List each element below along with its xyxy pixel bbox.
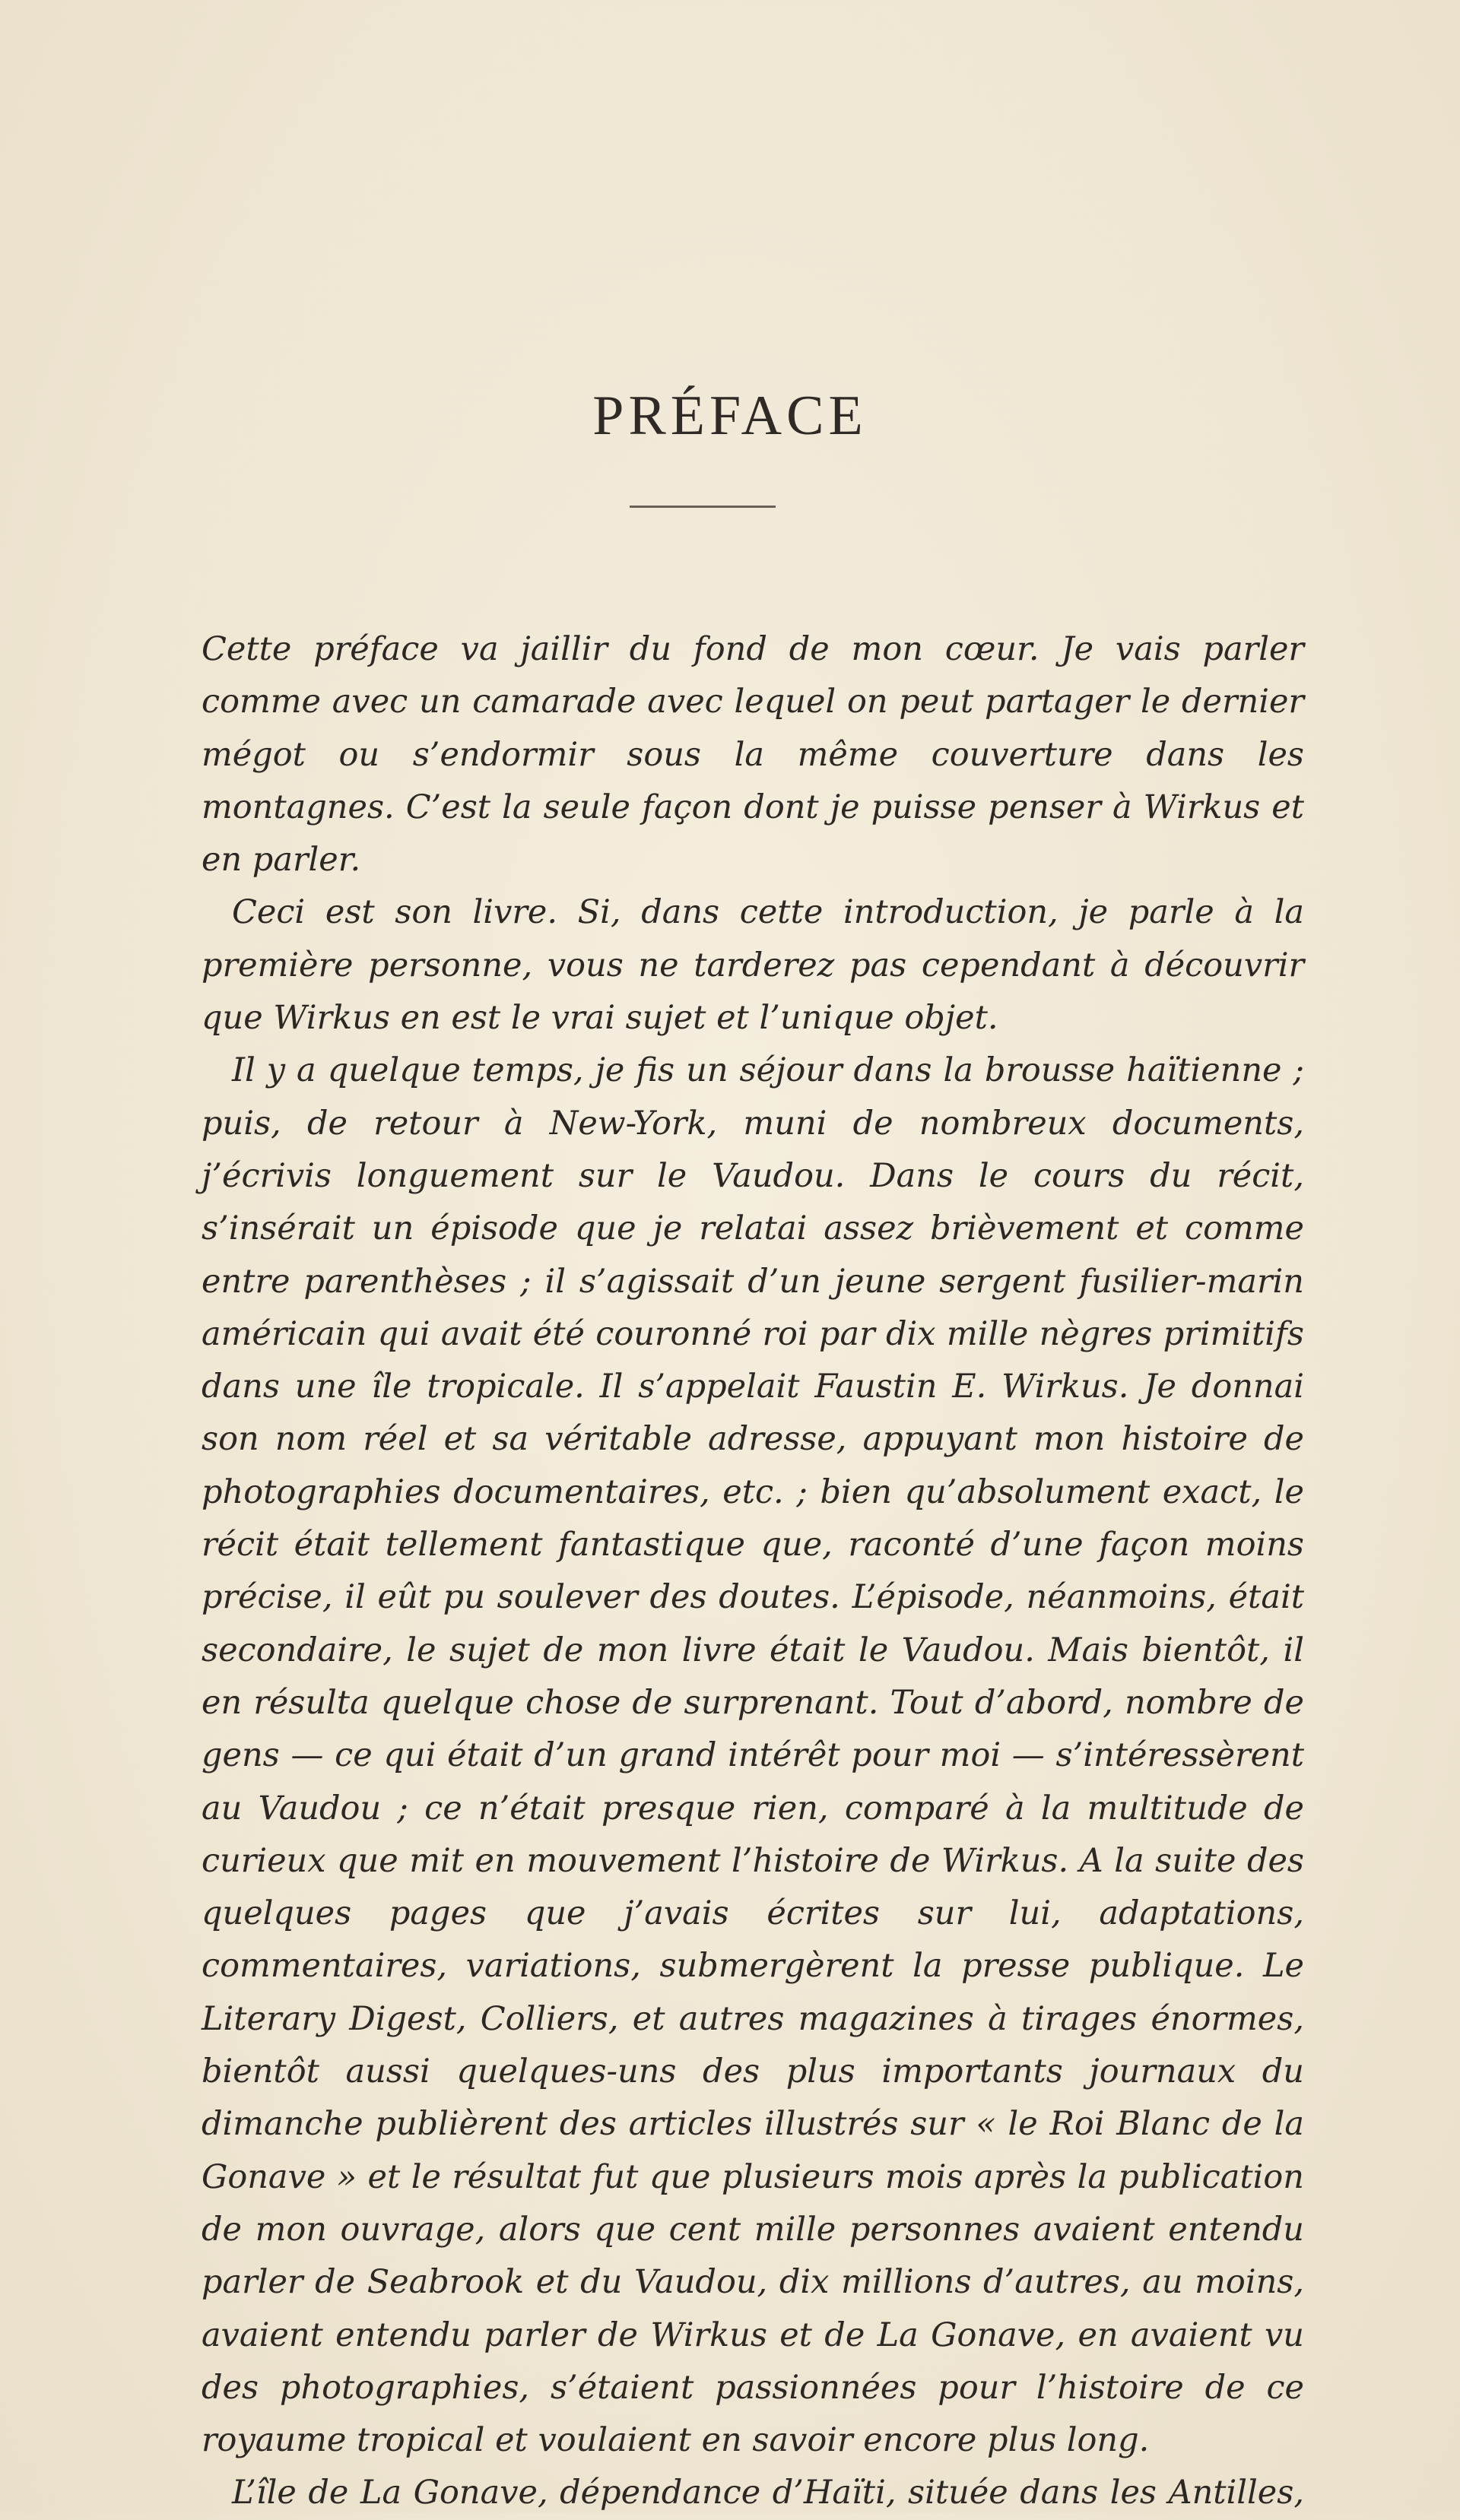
preface-body: [202, 623, 1304, 2520]
paragraph-4: L’île de La Gonave, dépendance d’Haïti, située dans les Antilles,: [232, 2474, 1304, 2512]
paragraph-3: Il y a quelque temps, je fis un séjour dans la brousse haïtienne ; puis, de retour à New-York, muni de nombreux documents, j’écrivis longuement sur le Vaudou. Dans le cours du récit, s’insérait un épisode que je relatai assez brièvement et comme entre parenthèses ; il s’agissait d’un jeune sergent fusilier-marin américain qui avait été couronné roi par dix mille nègres primitifs dans une île tropicale. Il s’appelait Faustin E. Wirkus. Je donnai son nom réel et sa véritable adresse, appuyant mon histoire de photographies documentaires, etc. ; bien qu’absolument exact, le récit était tellement fantastique que, raconté d’une façon moins précise, il eût pu soulever des doutes. L’épisode, néanmoins, était secondaire, le sujet de mon livre était le Vaudou. Mais bientôt, il en résulta quelque chose de surprenant. Tout d’abord, nombre de gens — ce qui était d’un grand intérêt pour moi — s’intéressèrent au Vaudou ; ce n’était presque rien, comparé à la multitude de curieux que mit en mouvement l’histoire de Wirkus. A la suite des quelques pages que j’avais écrites sur lui, adaptations, commentaires, variations, submergèrent la presse publique. Le Literary Digest, Colliers, et autres magazines à tirages énormes, bientôt aussi quelques-uns des plus importants journaux du dimanche publièrent des articles illustrés sur « le Roi Blanc de la Gonave » et le résultat fut que plusieurs mois après la publication de mon ouvrage, alors que cent mille personnes avaient entendu parler de Seabrook et du Vaudou, dix millions d’autres, au moins, avaient entendu parler de Wirkus et de La Gonave, en avaient vu des photographies, s’étaient passionnées pour l’histoire de ce royaume tropical et voulaient en savoir encore plus long.: [202, 1051, 1304, 2460]
paragraph-1: Cette préface va jaillir du fond de mon cœur. Je vais parler comme avec un camarade avec lequel on peut partager le dernier mégot ou s’endormir sous la même couverture dans les montagnes. C’est la seule façon dont je puisse penser à Wirkus et en parler.: [202, 630, 1304, 880]
title-divider: [630, 506, 776, 508]
page-title: PRÉFACE: [592, 385, 868, 447]
paragraph-2: Ceci est son livre. Si, dans cette introduction, je parle à la première personne, vous ne tarderez pas cependant à découvrir que Wirkus en est le vrai sujet et l’unique objet.: [202, 893, 1304, 1038]
